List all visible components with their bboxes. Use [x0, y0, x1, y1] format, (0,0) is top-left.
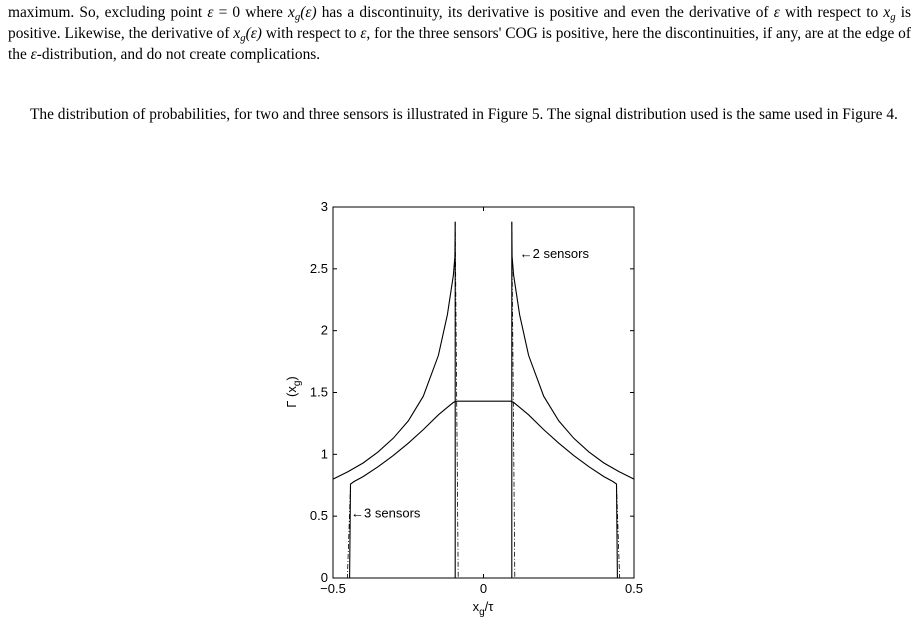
y-tick-label: 3 [320, 199, 328, 214]
chart-lines [333, 222, 634, 578]
x-tick-label: −0.5 [320, 581, 346, 596]
y-tick-label: 0 [320, 570, 328, 585]
series-line-3-sensors [350, 401, 618, 578]
y-axis-label: Γ $(x_g)$ [284, 376, 303, 408]
paragraph-2: The distribution of probabilities, for two and three sensors is illustrated in Figure 5. The signal distribution used is the same used in Figure 4. [30, 106, 898, 123]
y-tick-label: 1.5 [309, 384, 328, 400]
x-axis-label: $x_g/\tau$ [472, 599, 494, 618]
annotations [351, 246, 589, 521]
series-line-2-sensors [512, 222, 634, 578]
y-tick-label: 1 [320, 446, 328, 462]
y-tick-label: 2.5 [309, 260, 328, 276]
annotation-label: ←2 sensors [519, 245, 589, 261]
x-tick-label: 0.5 [624, 581, 644, 596]
plot-frame [333, 207, 634, 578]
y-tick-label: 2 [320, 322, 328, 338]
series-line-2-sensors [333, 222, 455, 578]
y-tick-label: 0.5 [309, 508, 328, 524]
annotation-label: ←3 sensors [351, 505, 421, 521]
paragraph-1: maximum. So, excluding point ε = 0 where $x_g(\varepsilon)$ has a discontinuity, its derivative is positive and even the derivative of ε with respect to $x_g$ is positive. Likewise, the derivative of $x_g(\varepsilon)$ with respect to ε, for the three sensors' COG is positive, here the discontinuities, if any, are at the edge of the ε-distribution, and do not create complications. [8, 4, 912, 63]
x-tick-label: 0 [479, 581, 488, 596]
